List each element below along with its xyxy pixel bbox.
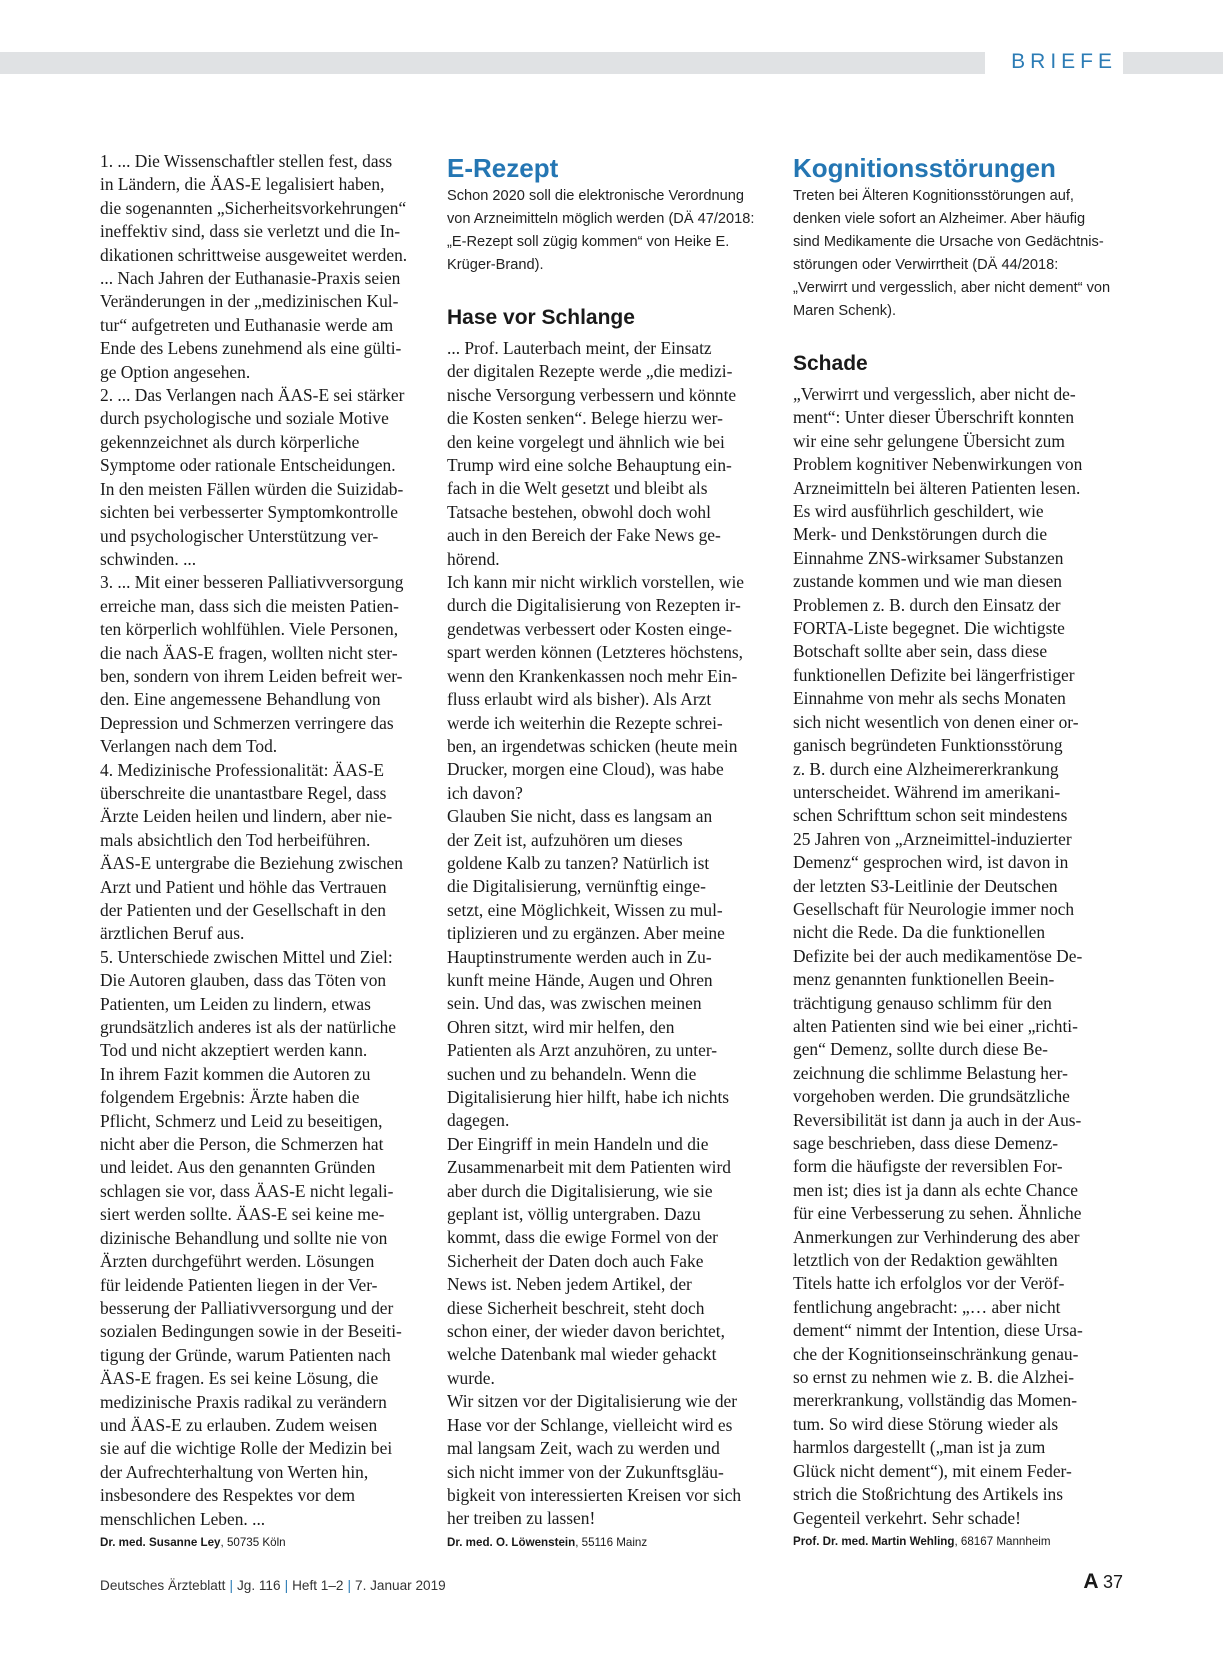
page-footer (100, 1578, 446, 1593)
letter-title: Schade (793, 352, 868, 375)
footer-separator: | (229, 1578, 233, 1593)
signature-name: Dr. med. O. Löwenstein (447, 1535, 576, 1549)
letter-signature (447, 1535, 777, 1551)
letter-title: Hase vor Schlange (447, 306, 635, 329)
topic-lead: Schon 2020 soll die elektronische Verordnung von Arzneimitteln möglich werden (DÄ 47/2018: „E-Rezept soll zügig kommen“ von Heike E. Krüger-Brand). (447, 188, 755, 273)
journal-issue: Heft 1–2 (292, 1578, 344, 1593)
footer-separator: | (347, 1578, 352, 1593)
letter-body: ... Prof. Lauterbach meint, der Einsatz der digitalen Rezepte werde „die medizi- nische Versorgung verbessern und könnte die Kosten senken“. Belege hierzu wer- den keine vorgelegt und ähnlich wie bei Trump wird eine solche Behauptung ein- fach in die Welt gesetzt und bleibt als Tatsache bestehen, obwohl doch wohl auch in den Bereich der Fake News ge- hörend. Ich kann mir nicht wirklich vorstellen, wie durch die Digitalisierung von Rezepten ir- gendetwas verbessert oder Kosten einge- spart werden können (Letzteres höchstens, wenn den Krankenkassen noch mehr Ein- fluss erlaubt wird als bisher). Als Arzt werde ich weiterhin die Rezepte schrei- ben, an irgendetwas schicken (heute mein Drucker, morgen eine Cloud), was habe ich davon? Glauben Sie nicht, dass es langsam an der Zeit ist, aufzuhören um dieses goldene Kalb zu tanzen? Natürlich ist die Digitalisierung, vernünftig einge- setzt, eine Möglichkeit, Wissen zu mul- tiplizieren und zu ergänzen. Aber meine Hauptinstrumente werden auch in Zu- kunft meine Hände, Augen und Ohren sein. Und das, was zwischen meinen Ohren sitzt, wird mir helfen, den Patienten als Arzt anzuhören, zu unter- suchen und zu behandeln. Wenn die Digitalisierung hier hilft, habe ich nichts dagegen. Der Eingriff in mein Handeln und die Zusammenarbeit mit dem Patienten wird aber durch die Digitalisierung, wie sie geplant ist, völlig untergraben. Dazu kommt, dass die ewige Formel von der Sicherheit der Daten doch auch Fake News ist. Neben jedem Artikel, der diese Sicherheit beschreit, steht doch schon einer, der wieder davon berichtet, welche Datenbank mal wieder gehackt wurde. Wir sitzen vor der Digitalisierung wie der Hase vor der Schlange, vielleicht wird es mal langsam Zeit, wach zu werden und sich nicht immer von der Zukunftsgläu- bigkeit von interessierten Kreisen vor sich her treiben zu lassen! (447, 338, 745, 1529)
journal-name: Deutsches Ärzteblatt (100, 1578, 226, 1593)
letter-body: „Verwirrt und vergesslich, aber nicht de- ment“: Unter dieser Überschrift konnten wir eine sehr gelungene Übersicht zum Problem kognitiver Nebenwirkungen von Arzneimitteln bei älteren Patienten lesen. Es wird ausführlich geschildert, wie Merk- und Denkstörungen durch die Einnahme ZNS-wirksamer Substanzen zustande kommen und wie man diesen Problemen z. B. durch den Einsatz der FORTA-Liste begegnet. Die wichtigste Botschaft sollte aber sein, dass diese funktionellen Defizite bei längerfristiger Einnahme von mehr als sechs Monaten sich nicht wesentlich von denen einer or- ganisch begründeten Funktionsstörung z. B. durch eine Alzheimererkrankung unterscheidet. Während im amerikani- schen Schrifttum schon seit mindestens 25 Jahren von „Arzneimittel-induzierter Demenz“ gesprochen wird, ist davon in der letzten S3-Leitlinie der Deutschen Gesellschaft für Neurologie immer noch nicht die Rede. Da die funktionellen Defizite bei der auch medikamentöse De- menz genannten funktionellen Beein- trächtigung genauso schlimm für den alten Patienten sind wie bei einer „richti- gen“ Demenz, sollte durch diese Be- zeichnung die schlimme Belastung her- vorgehoben werden. Die grundsätzliche Reversibilität ist dann ja auch in der Aus- sage beschrieben, dass diese Demenz- form die häufigste der reversiblen For- men ist; dies ist ja dann als echte Chance für eine Verbesserung zu sehen. Ähnliche Anmerkungen zur Verhinderung des aber letztlich von der Redaktion gewählten Titels hatte ich erfolglos vor der Veröf- fentlichung angebracht: „… aber nicht dement“ nimmt der Intention, diese Ursa- che der Kognitionseinschränkung genau- so ernst zu nehmen wie z. B. die Alzhei- mererkrankung, vollständig das Momen- tum. So wird diese Störung wieder als harmlos dargestellt („man ist ja zum Glück nicht dement“), mit einem Feder- strich die Stoßrichtung des Artikels ins Gegenteil verkehrt. Sehr schade! (793, 384, 1083, 1528)
letter-body: 1. ... Die Wissenschaftler stellen fest, dass in Ländern, die ÄAS-E legalisiert haben, die sogenannten „Sicherheitsvorkehrungen“ ineffektiv sind, dass sie verletzt und die In- dikationen schrittweise ausgeweitet werden. ... Nach Jahren der Euthanasie-Praxis seien Veränderungen in der „medizinischen Kul- tur“ aufgetreten und Euthanasie werde am Ende des Lebens zunehmend als eine gülti- ge Option angesehen. 2. ... Das Verlangen nach ÄAS-E sei stärker durch psychologische und soziale Motive gekennzeichnet als durch körperliche Symptome oder rationale Entscheidungen. In den meisten Fällen würden die Suizidab- sichten bei verbesserter Symptomkontrolle und psychologischer Unterstützung ver- schwinden. ... 3. ... Mit einer besseren Palliativversorgung erreiche man, dass sich die meisten Patien- ten körperlich wohlfühlen. Viele Personen, die nach ÄAS-E fragen, wollten nicht ster- ben, sondern von ihrem Leiden befreit wer- den. Eine angemessene Behandlung von Depression und Schmerzen verringere das Verlangen nach dem Tod. 4. Medizinische Professionalität: ÄAS-E überschreite die unantastbare Regel, dass Ärzte Leiden heilen und lindern, aber nie- mals absichtlich den Tod herbeiführen. ÄAS-E untergrabe die Beziehung zwischen Arzt und Patient und höhle das Vertrauen der Patienten und der Gesellschaft in den ärztlichen Beruf aus. 5. Unterschiede zwischen Mittel und Ziel: Die Autoren glauben, dass das Töten von Patienten, um Leiden zu lindern, etwas grundsätzlich anderes ist als der natürliche Tod und nicht akzeptiert werden kann. In ihrem Fazit kommen die Autoren zu folgendem Ergebnis: Ärzte haben die Pflicht, Schmerz und Leid zu beseitigen, nicht aber die Person, die Schmerzen hat und leidet. Aus den genannten Gründen schlagen sie vor, dass ÄAS-E nicht legali- siert werden sollte. ÄAS-E sei keine me- dizinische Behandlung und sollte nie von Ärzten durchgeführt werden. Lösungen für leidende Patienten liegen in der Ver- besserung der Palliativversorgung und der sozialen Bedingungen sowie in der Beseiti- tigung der Gründe, warum Patienten nach ÄAS-E fragen. Es sei keine Lösung, die medizinische Praxis radikal zu verändern und ÄAS-E zu erlauben. Zudem weisen sie auf die wichtige Rolle der Medizin bei der Aufrechterhaltung von Werten hin, insbesondere des Respektes vor dem menschlichen Leben. ... (100, 151, 408, 1529)
letter-column-2 (447, 150, 777, 1551)
signature-name: Dr. med. Susanne Ley (100, 1535, 221, 1549)
page-edition-letter: A (1083, 1570, 1099, 1593)
signature-place: , 50735 Köln (220, 1535, 286, 1549)
signature-name: Prof. Dr. med. Martin Wehling (793, 1534, 955, 1548)
letter-signature (100, 1535, 425, 1551)
journal-date: 7. Januar 2019 (355, 1578, 446, 1593)
section-title: BRIEFE (985, 47, 1123, 77)
letter-column-3 (793, 150, 1123, 1550)
page-number-value: 37 (1102, 1572, 1123, 1592)
topic-lead: Treten bei Älteren Kognitionsstörungen auf, denken viele sofort an Alzheimer. Aber häufig sind Medikamente die Ursache von Gedächtnis- störungen oder Verwirrtheit (DÄ 44/2018: „Verwirrt und vergesslich, aber nicht dement“ von Maren Schenk). (793, 188, 1111, 319)
signature-place: , 68167 Mannheim (954, 1534, 1051, 1548)
topic-title: Kognitionsstörungen (793, 153, 1056, 183)
letter-signature (793, 1534, 1123, 1550)
footer-separator: | (284, 1578, 289, 1593)
topic-title: E-Rezept (447, 153, 559, 183)
letter-column-1 (100, 150, 425, 1551)
page-number (1083, 1570, 1123, 1594)
journal-volume: Jg. 116 (236, 1578, 281, 1593)
signature-place: , 55116 Mainz (575, 1535, 648, 1549)
